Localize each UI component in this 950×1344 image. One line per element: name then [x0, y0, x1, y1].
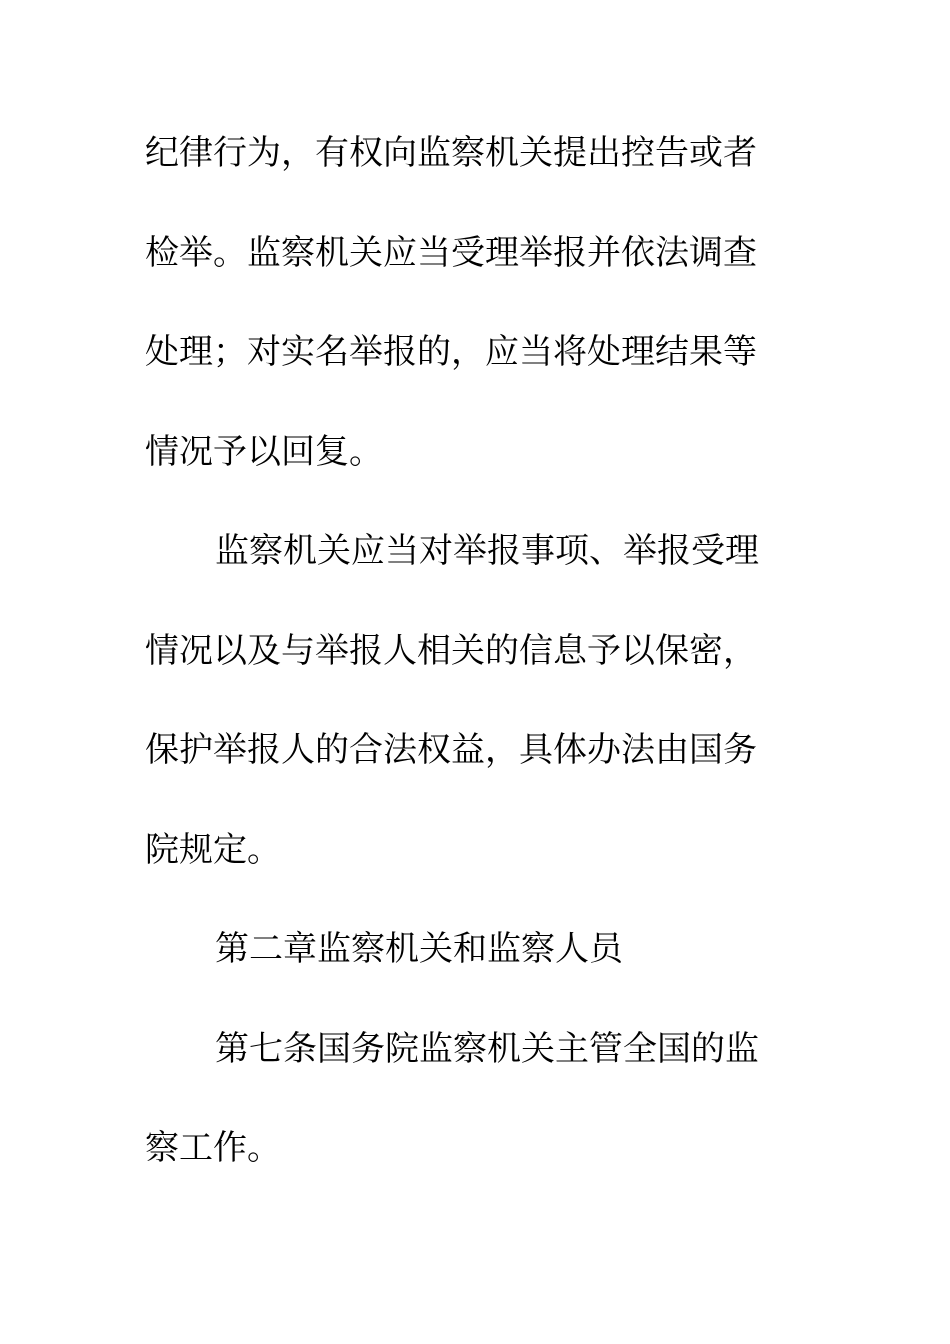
text-line: 情况予以回复。 [145, 431, 383, 472]
text-line: 保护举报人的合法权益，具体办法由国务 [145, 730, 757, 770]
text-line: 监察机关应当对举报事项、举报受理 [215, 531, 759, 571]
chapter-title: 第二章监察机关和监察人员 [215, 929, 623, 969]
paragraph-reporting-rights [145, 123, 785, 521]
text-line: 处理；对实名举报的，应当将处理结果等 [145, 332, 757, 372]
document-body [145, 123, 785, 1218]
text-line: 察工作。 [145, 1128, 281, 1168]
paragraph-confidentiality [145, 521, 785, 919]
text-line: 情况以及与举报人相关的信息予以保密， [145, 630, 757, 671]
text-line: 检举。监察机关应当受理举报并依法调查 [145, 232, 757, 273]
paragraph-article-seven [145, 1019, 785, 1218]
chapter-heading [145, 919, 785, 1019]
text-line: 纪律行为，有权向监察机关提出控告或者 [145, 133, 757, 173]
text-line: 院规定。 [145, 829, 281, 870]
text-line: 第七条国务院监察机关主管全国的监 [215, 1028, 759, 1069]
